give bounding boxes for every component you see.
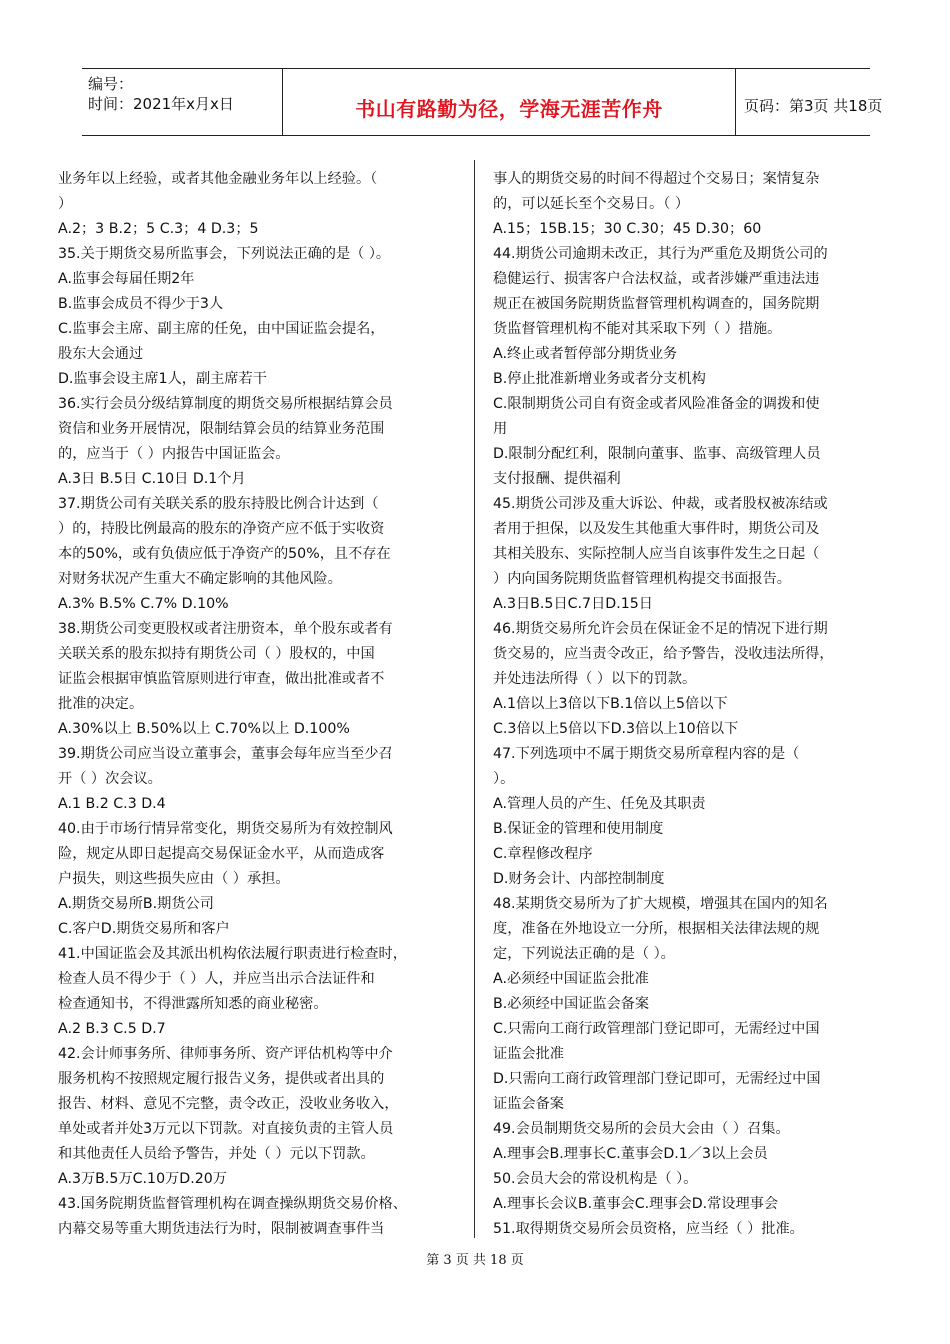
text-line: 45.期货公司涉及重大诉讼、仲裁，或者股权被冻结或 xyxy=(493,496,828,512)
text-line: 50.会员大会的常设机构是（ ）。 xyxy=(493,1171,698,1187)
text-line: ） xyxy=(58,196,73,212)
text-line: A.期货交易所B.期货公司 xyxy=(58,896,214,912)
text-line: A.必须经中国证监会批准 xyxy=(493,971,649,987)
text-line: 并处违法所得（ ）以下的罚款。 xyxy=(493,671,697,687)
text-line: 36.实行会员分级结算制度的期货交易所根据结算会员 xyxy=(58,396,393,412)
text-line: 单处或者并处3万元以下罚款。对直接负责的主管人员 xyxy=(58,1121,394,1137)
text-line: ）。 xyxy=(493,771,515,787)
text-line: B.保证金的管理和使用制度 xyxy=(493,821,664,837)
text-line: 38.期货公司变更股权或者注册资本，单个股东或者有 xyxy=(58,621,393,637)
text-line: 对财务状况产生重大不确定影响的其他风险。 xyxy=(58,571,342,587)
text-line: A.终止或者暂停部分期货业务 xyxy=(493,346,678,362)
text-line: 46.期货交易所允许会员在保证金不足的情况下进行期 xyxy=(493,621,828,637)
text-line: C.章程修改程序 xyxy=(493,846,593,862)
text-line: A.15；15B.15；30 C.30；45 D.30；60 xyxy=(493,221,762,237)
text-line: 40.由于市场行情异常变化，期货交易所为有效控制风 xyxy=(58,821,393,837)
text-line: A.3日B.5日C.7日D.15日 xyxy=(493,596,653,612)
header-motto-cell xyxy=(282,69,736,135)
text-line: 货交易的，应当责令改正，给予警告，没收违法所得， xyxy=(493,646,834,662)
left-column xyxy=(58,167,456,1242)
text-line: 本的50%，或有负债应低于净资产的50%，且不存在 xyxy=(58,546,391,562)
text-line: 47.下列选项中不属于期货交易所章程内容的是（ xyxy=(493,746,800,762)
text-line: D.财务会计、内部控制制度 xyxy=(493,871,665,887)
text-line: 险，规定从即日起提高交易保证金水平，从而造成客 xyxy=(58,846,385,862)
column-divider xyxy=(474,160,475,1238)
text-line: B.必须经中国证监会备案 xyxy=(493,996,650,1012)
text-line: 户损失，则这些损失应由（ ）承担。 xyxy=(58,871,290,887)
header-motto: 书山有路勤为径，学海无涯苦作舟 xyxy=(355,97,663,121)
text-line: A.监事会每届任期2年 xyxy=(58,271,195,287)
text-line: A.3万B.5万C.10万D.20万 xyxy=(58,1171,227,1187)
text-line: 股东大会通过 xyxy=(58,346,144,362)
text-line: A.3日 B.5日 C.10日 D.1个月 xyxy=(58,471,246,487)
text-line: ）的，持股比例最高的股东的净资产应不低于实收资 xyxy=(58,521,385,537)
text-line: 48.某期货交易所为了扩大规模，增强其在国内的知名 xyxy=(493,896,828,912)
text-line: 服务机构不按照规定履行报告义务，提供或者出具的 xyxy=(58,1071,385,1087)
text-line: 度，准备在外地设立一分所，根据相关法律法规的规 xyxy=(493,921,820,937)
text-line: B.停止批准新增业务或者分支机构 xyxy=(493,371,706,387)
text-line: 39.期货公司应当设立董事会，董事会每年应当至少召 xyxy=(58,746,393,762)
text-line: 批准的决定。 xyxy=(58,696,144,712)
text-line: A.2 B.3 C.5 D.7 xyxy=(58,1021,166,1037)
header-page-cell xyxy=(734,69,883,135)
text-line: C.客户D.期货交易所和客户 xyxy=(58,921,230,937)
text-line: A.管理人员的产生、任免及其职责 xyxy=(493,796,706,812)
text-line: C.监事会主席、副主席的任免，由中国证监会提名， xyxy=(58,321,385,337)
right-column xyxy=(493,167,891,1242)
text-line: D.监事会设主席1人，副主席若干 xyxy=(58,371,267,387)
text-line: 35.关于期货交易所监事会，下列说法正确的是（ ）。 xyxy=(58,246,391,262)
text-line: 资信和业务开展情况，限制结算会员的结算业务范围 xyxy=(58,421,385,437)
text-line: 其相关股东、实际控制人应当自该事件发生之日起（ xyxy=(493,546,820,562)
text-line: 货监督管理机构不能对其采取下列（ ）措施。 xyxy=(493,321,782,337)
document-date-label: 时间：2021年x月x日 xyxy=(88,95,234,113)
page-header xyxy=(82,68,883,136)
text-line: A.3% B.5% C.7% D.10% xyxy=(58,596,229,612)
text-line: 的，应当于（ ）内报告中国证监会。 xyxy=(58,446,290,462)
text-line: 证监会根据审慎监管原则进行审查，做出批准或者不 xyxy=(58,671,385,687)
text-line: 事人的期货交易的时间不得超过个交易日；案情复杂 xyxy=(493,171,820,187)
text-line: 37.期货公司有关联关系的股东持股比例合计达到（ xyxy=(58,496,379,512)
text-line: 证监会备案 xyxy=(493,1096,564,1112)
text-line: 定，下列说法正确的是（ ）。 xyxy=(493,946,675,962)
text-line: 44.期货公司逾期未改正，其行为严重危及期货公司的 xyxy=(493,246,828,262)
text-line: 稳健运行、损害客户合法权益，或者涉嫌严重违法违 xyxy=(493,271,820,287)
page-footer: 第 3 页 共 18 页 xyxy=(426,1253,524,1268)
text-line: A.理事会B.理事长C.董事会D.1／3以上会员 xyxy=(493,1146,768,1162)
text-line: A.理事长会议B.董事会C.理事会D.常设理事会 xyxy=(493,1196,779,1212)
text-line: 证监会批准 xyxy=(493,1046,564,1062)
text-line: C.3倍以上5倍以下D.3倍以上10倍以下 xyxy=(493,721,739,737)
text-line: A.1 B.2 C.3 D.4 xyxy=(58,796,166,812)
text-line: 42.会计师事务所、律师事务所、资产评估机构等中介 xyxy=(58,1046,393,1062)
text-line: 和其他责任人员给予警告，并处（ ）元以下罚款。 xyxy=(58,1146,375,1162)
text-line: 内幕交易等重大期货违法行为时，限制被调查事件当 xyxy=(58,1221,385,1237)
text-line: ）内向国务院期货监督管理机构提交书面报告。 xyxy=(493,571,791,587)
text-line: 支付报酬、提供福利 xyxy=(493,471,621,487)
text-line: 开（ ）次会议。 xyxy=(58,771,162,787)
text-line: 43.国务院期货监督管理机构在调查操纵期货交易价格、 xyxy=(58,1196,407,1212)
text-line: A.1倍以上3倍以下B.1倍以上5倍以下 xyxy=(493,696,728,712)
text-line: D.只需向工商行政管理部门登记即可，无需经过中国 xyxy=(493,1071,821,1087)
text-line: 用 xyxy=(493,421,508,437)
text-line: 业务年以上经验，或者其他金融业务年以上经验。（ xyxy=(58,171,378,187)
text-line: 的，可以延长至个交易日。（ ） xyxy=(493,196,690,212)
text-line: A.30%以上 B.50%以上 C.70%以上 D.100% xyxy=(58,721,350,737)
text-line: 规正在被国务院期货监督管理机构调查的，国务院期 xyxy=(493,296,820,312)
text-line: 检查人员不得少于（ ）人，并应当出示合法证件和 xyxy=(58,971,375,987)
text-line: 报告、材料、意见不完整，责令改正，没收业务收入， xyxy=(58,1096,399,1112)
text-line: 检查通知书，不得泄露所知悉的商业秘密。 xyxy=(58,996,328,1012)
text-line: 者用于担保，以及发生其他重大事件时，期货公司及 xyxy=(493,521,820,537)
text-line: 49.会员制期货交易所的会员大会由（ ）召集。 xyxy=(493,1121,790,1137)
text-line: 51.取得期货交易所会员资格，应当经（ ）批准。 xyxy=(493,1221,804,1237)
text-line: A.2；3 B.2；5 C.3；4 D.3；5 xyxy=(58,221,259,237)
text-line: D.限制分配红利，限制向董事、监事、高级管理人员 xyxy=(493,446,821,462)
text-line: C.限制期货公司自有资金或者风险准备金的调拨和使 xyxy=(493,396,820,412)
text-line: C.只需向工商行政管理部门登记即可，无需经过中国 xyxy=(493,1021,820,1037)
header-page-info: 页码：第3页 共18页 xyxy=(744,97,883,115)
text-line: 41.中国证监会及其派出机构依法履行职责进行检查时， xyxy=(58,946,407,962)
header-meta-cell xyxy=(82,69,282,135)
document-number-label: 编号： xyxy=(88,75,134,93)
text-line: B.监事会成员不得少于3人 xyxy=(58,296,224,312)
text-line: 关联关系的股东拟持有期货公司（ ）股权的，中国 xyxy=(58,646,375,662)
